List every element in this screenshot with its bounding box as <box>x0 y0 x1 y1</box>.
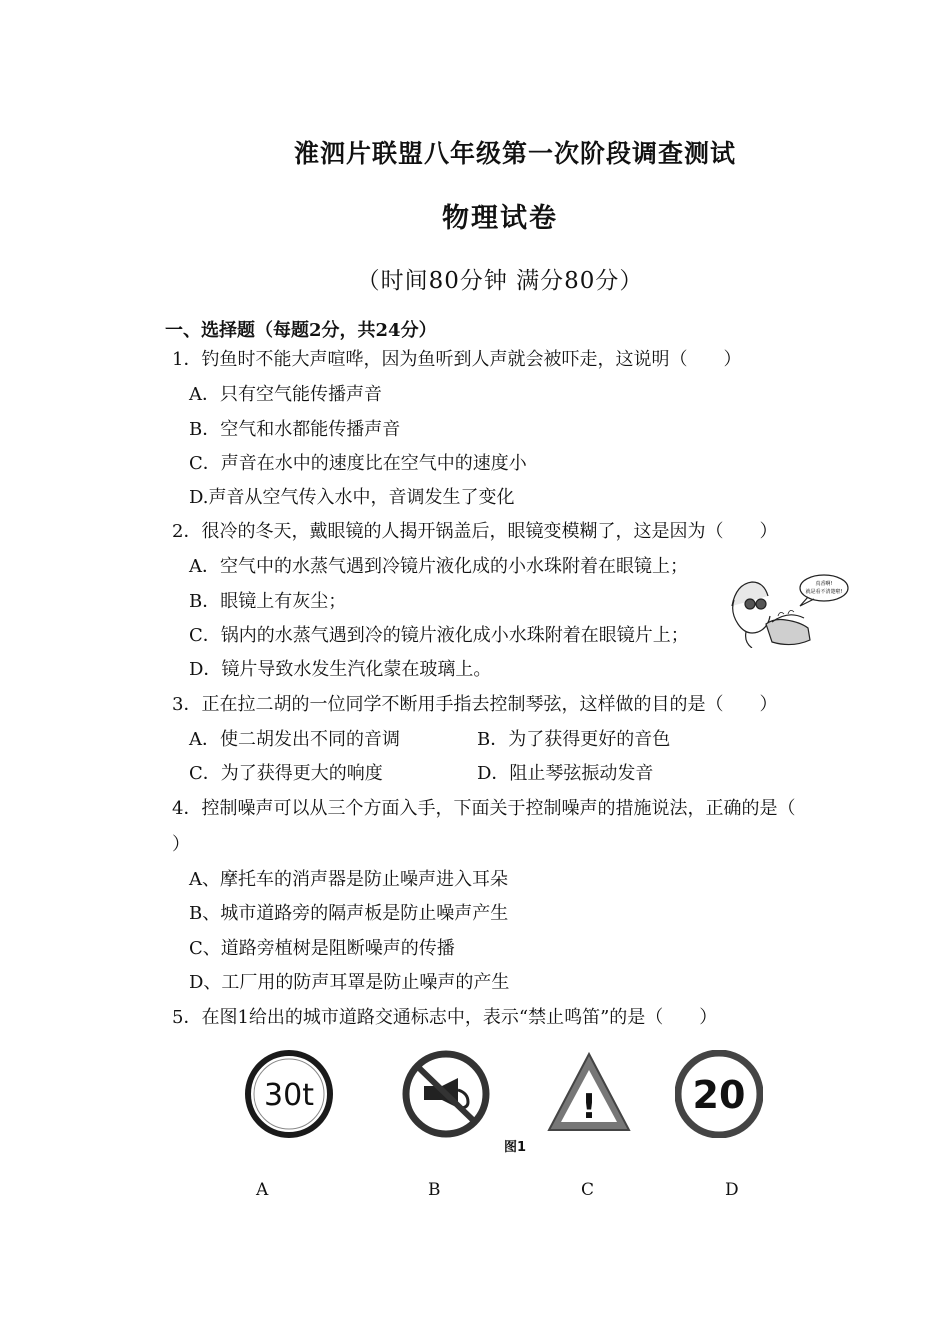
cartoon-speech-line-1: 真香啊! <box>815 581 833 587</box>
question-4-stem: 4．控制噪声可以从三个方面入手，下面关于控制噪声的措施说法，正确的是（ <box>172 798 796 819</box>
section-heading: 一、选择题（每题2分，共24分） <box>165 320 437 341</box>
question-2-option-b: B．眼镜上有灰尘； <box>189 591 347 612</box>
question-3-option-b: B．为了获得更好的音色 <box>477 729 671 750</box>
question-1-option-b: B．空气和水都能传播声音 <box>189 419 401 440</box>
cartoon-speech-line-2: 就是看不清楚啦! <box>805 589 843 595</box>
question-1-option-a: A．只有空气能传播声音 <box>189 384 382 405</box>
question-4-option-c: C、道路旁植树是阻断噪声的传播 <box>189 938 455 959</box>
speed-limit-sign-icon <box>675 1050 763 1138</box>
sign-a-text: 30t <box>264 1078 314 1113</box>
question-3-option-d: D．阻止琴弦振动发音 <box>477 763 654 784</box>
question-2-stem: 2．很冷的冬天，戴眼镜的人揭开锅盖后，眼镜变模糊了，这是因为（ ） <box>172 521 778 542</box>
question-4-option-a: A、摩托车的消声器是防止噪声进入耳朵 <box>189 869 508 890</box>
question-2-option-c: C．锅内的水蒸气遇到冷的镜片液化成小水珠附着在眼镜片上； <box>189 625 689 646</box>
question-2-option-d: D．镜片导致水发生汽化蒙在玻璃上。 <box>189 659 492 680</box>
warning-sign-icon <box>545 1050 633 1138</box>
sign-c-letter: C <box>581 1180 595 1200</box>
question-3-option-c: C．为了获得更大的响度 <box>189 763 383 784</box>
question-4-option-b: B、城市道路旁的隔声板是防止噪声产生 <box>189 903 509 924</box>
sign-d-letter: D <box>725 1180 739 1200</box>
question-3-option-a: A．使二胡发出不同的音调 <box>189 729 400 750</box>
glasses-cartoon-illustration <box>728 570 850 648</box>
sign-a-letter: A <box>256 1180 269 1200</box>
question-4-stem-continued: ） <box>172 834 190 855</box>
question-1-option-d: D.声音从空气传入水中，音调发生了变化 <box>189 487 515 508</box>
question-3-stem: 3．正在拉二胡的一位同学不断用手指去控制琴弦，这样做的目的是（ ） <box>172 694 778 715</box>
question-4-option-d: D、工厂用的防声耳罩是防止噪声的产生 <box>189 972 510 993</box>
question-1-stem: 1．钓鱼时不能大声喧哗，因为鱼听到人声就会被吓走，这说明（ ） <box>172 349 742 370</box>
exam-subject: 物理试卷 <box>442 203 558 234</box>
question-2-option-a: A．空气中的水蒸气遇到冷镜片液化成的小水珠附着在眼镜上； <box>189 556 688 577</box>
question-1-option-c: C．声音在水中的速度比在空气中的速度小 <box>189 453 527 474</box>
sign-d-text: 20 <box>692 1073 746 1117</box>
sign-c-text: ! <box>581 1087 597 1127</box>
weight-limit-sign-icon <box>245 1050 333 1138</box>
exam-title: 淮泗片联盟八年级第一次阶段调查测试 <box>293 139 736 168</box>
question-5-stem: 5．在图1给出的城市道路交通标志中，表示“禁止鸣笛”的是（ ） <box>172 1007 718 1028</box>
figure-caption: 图1 <box>504 1140 527 1155</box>
sign-b-letter: B <box>428 1180 441 1200</box>
no-honking-sign-icon <box>402 1050 490 1138</box>
exam-info: （时间80分钟 满分80分） <box>356 268 644 294</box>
